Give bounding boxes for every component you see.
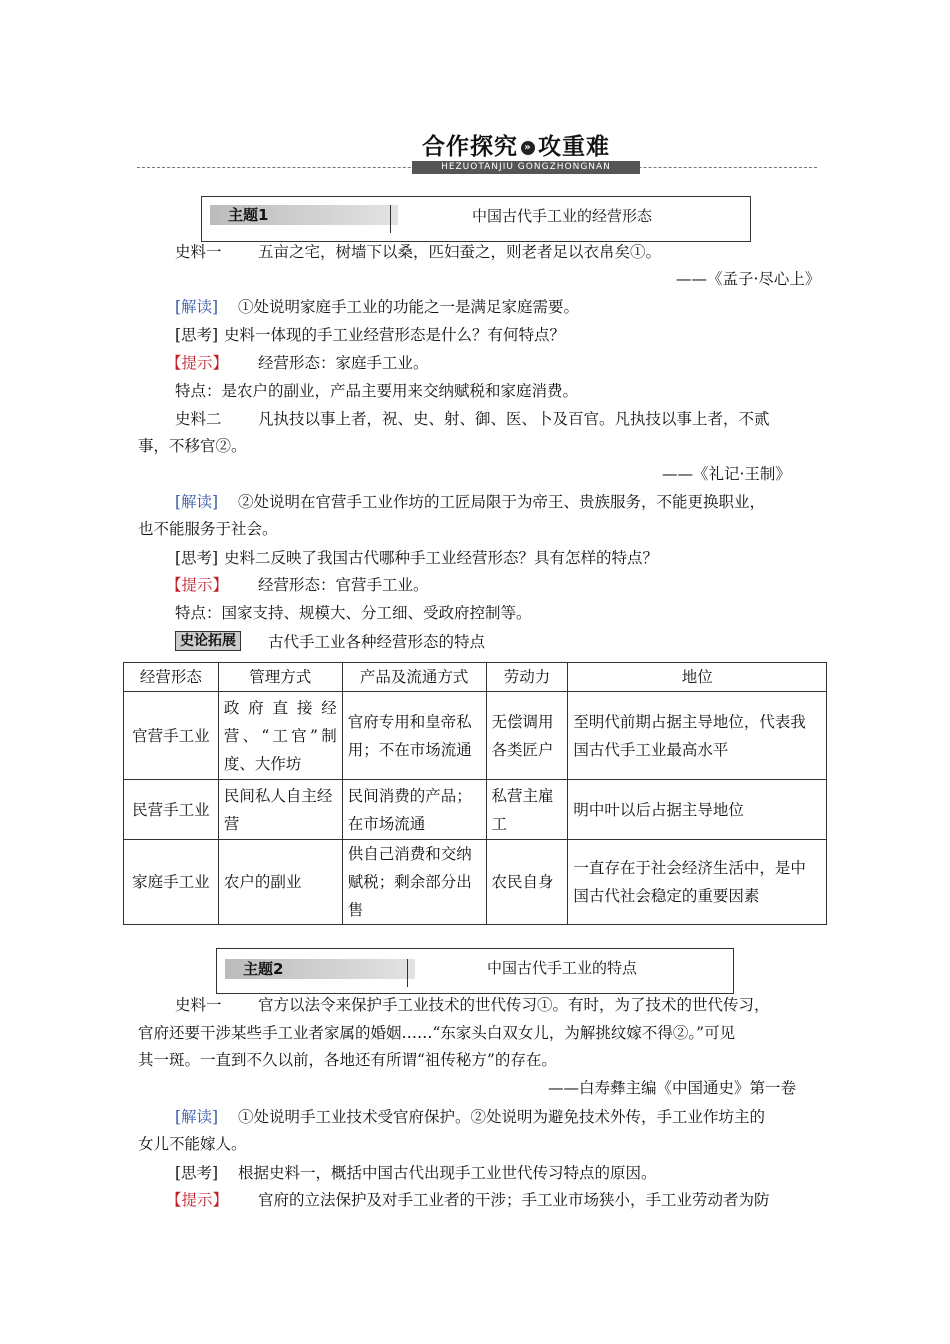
arrow-icon: » [521, 141, 535, 155]
t1-tedian2: 特点：国家支持、规模大、分工细、受政府控制等。 [175, 604, 532, 622]
topic1-tag-divider [390, 205, 391, 233]
table-cell: 明中叶以后占据主导地位 [568, 780, 827, 840]
table-header-cell: 经营形态 [124, 663, 219, 692]
table-cell: 农户的副业 [218, 840, 342, 925]
t1-source2-cite: ——《礼记·王制》 [662, 465, 791, 483]
t2-jiedu-line2: 女儿不能嫁人。 [138, 1135, 247, 1153]
table-cell: 无偿调用各类匠户 [486, 692, 568, 780]
section-title [422, 128, 610, 161]
table-cell: 官营手工业 [124, 692, 219, 780]
table-cell: 官府专用和皇帝私用；不在市场流通 [342, 692, 486, 780]
table-cell: 农民自身 [486, 840, 568, 925]
table-cell: 至明代前期占据主导地位，代表我国古代手工业最高水平 [568, 692, 827, 780]
t1-sikao1: 史料一体现的手工业经营形态是什么？有何特点？ [224, 326, 566, 344]
t1-tishi2-label: 【提示】 [166, 576, 229, 594]
section-title-text: 合作探究 [422, 134, 518, 160]
t2-sikao-label: [思考] [175, 1164, 219, 1182]
t1-source2-line2: 事，不移官②。 [138, 437, 247, 455]
t1-tishi-label: 【提示】 [166, 354, 229, 372]
table-cell: 民营手工业 [124, 780, 219, 840]
t1-sikao2: 史料二反映了我国古代哪种手工业经营形态？具有怎样的特点？ [224, 549, 659, 567]
table-row [124, 780, 827, 840]
t1-tishi2: 经营形态：官营手工业。 [258, 576, 429, 594]
t2-jiedu-label: [解读] [175, 1108, 219, 1126]
topic1-tag: 主题1 [210, 205, 398, 225]
table-header-cell: 劳动力 [486, 663, 568, 692]
t1-jiedu2-line1: ②处说明在官营手工业作坊的工匠局限于为帝王、贵族服务，不能更换职业， [238, 493, 766, 511]
t1-source2-label: 史料二 [175, 410, 222, 428]
extend-title: 古代手工业各种经营形态的特点 [268, 633, 486, 651]
t2-source1-line2: 官府还要干涉某些手工业者家属的婚姻……“东家头白双女儿，为解挑纹嫁不得②。”可见 [138, 1024, 736, 1042]
t1-jiedu-label: [解读] [175, 298, 219, 316]
table-row [124, 692, 827, 780]
t1-source1-text: 五亩之宅，树墙下以桑，匹妇蚕之，则老者足以衣帛矣①。 [258, 243, 662, 261]
t2-tishi-label: 【提示】 [166, 1191, 229, 1209]
t2-source1-line1: 官方以法令来保护手工业技术的世代传习①。有时，为了技术的世代传习， [258, 996, 770, 1014]
t1-tishi1: 经营形态：家庭手工业。 [258, 354, 429, 372]
t1-tedian1: 特点：是农户的副业，产品主要用来交纳赋税和家庭消费。 [175, 382, 579, 400]
table-cell: 民间消费的产品；在市场流通 [342, 780, 486, 840]
t1-source1-label: 史料一 [175, 243, 222, 261]
t2-source1-label: 史料一 [175, 996, 222, 1014]
t2-jiedu-line1: ①处说明手工业技术受官府保护。②处说明为避免技术外传，手工业作坊主的 [238, 1108, 766, 1126]
t1-jiedu1: ①处说明家庭手工业的功能之一是满足家庭需要。 [238, 298, 580, 316]
topic2-tag: 主题2 [225, 959, 415, 979]
table-cell: 供自己消费和交纳赋税；剩余部分出售 [342, 840, 486, 925]
table-header-cell: 管理方式 [218, 663, 342, 692]
t1-sikao-label: [思考] [175, 326, 219, 344]
topic2-tag-divider [407, 959, 408, 987]
t1-sikao2-label: [思考] [175, 549, 219, 567]
topic2-title: 中国古代手工业的特点 [487, 959, 638, 977]
t2-tishi: 官府的立法保护及对手工业者的干涉；手工业市场狭小，手工业劳动者为防 [258, 1191, 770, 1209]
table-cell: 民间私人自主经营 [218, 780, 342, 840]
t1-source2-line1: 凡执技以事上者，祝、史、射、御、医、卜及百官。凡执技以事上者，不贰 [258, 410, 770, 428]
table-row [124, 840, 827, 925]
table-cell: 家庭手工业 [124, 840, 219, 925]
table-header-row [124, 663, 827, 692]
table-cell: 私营主雇工 [486, 780, 568, 840]
extend-tag: 史论拓展 [175, 631, 241, 651]
section-title-strong: 攻重难 [538, 134, 610, 160]
t2-source1-cite: ——白寿彝主编《中国通史》第一卷 [548, 1079, 797, 1097]
t2-source1-line3: 其一斑。一直到不久以前，各地还有所谓“祖传秘方”的存在。 [138, 1051, 557, 1069]
topic2-box [216, 948, 734, 994]
t1-source1-cite: ——《孟子·尽心上》 [676, 270, 821, 288]
management-forms-table [123, 662, 827, 925]
section-subtitle: HEZUOTANJIU GONGZHONGNAN [412, 161, 640, 174]
topic1-title: 中国古代手工业的经营形态 [472, 207, 653, 225]
table-cell: 政府直接经营、“工官”制度、大作坊 [218, 692, 342, 780]
table-cell: 一直存在于社会经济生活中，是中国古代社会稳定的重要因素 [568, 840, 827, 925]
t1-jiedu2-line2: 也不能服务于社会。 [138, 520, 278, 538]
topic1-box [201, 196, 751, 242]
table-header-cell: 产品及流通方式 [342, 663, 486, 692]
table-header-cell: 地位 [568, 663, 827, 692]
t2-sikao: 根据史料一，概括中国古代出现手工业世代传习特点的原因。 [238, 1164, 657, 1182]
t1-jiedu2-label: [解读] [175, 493, 219, 511]
